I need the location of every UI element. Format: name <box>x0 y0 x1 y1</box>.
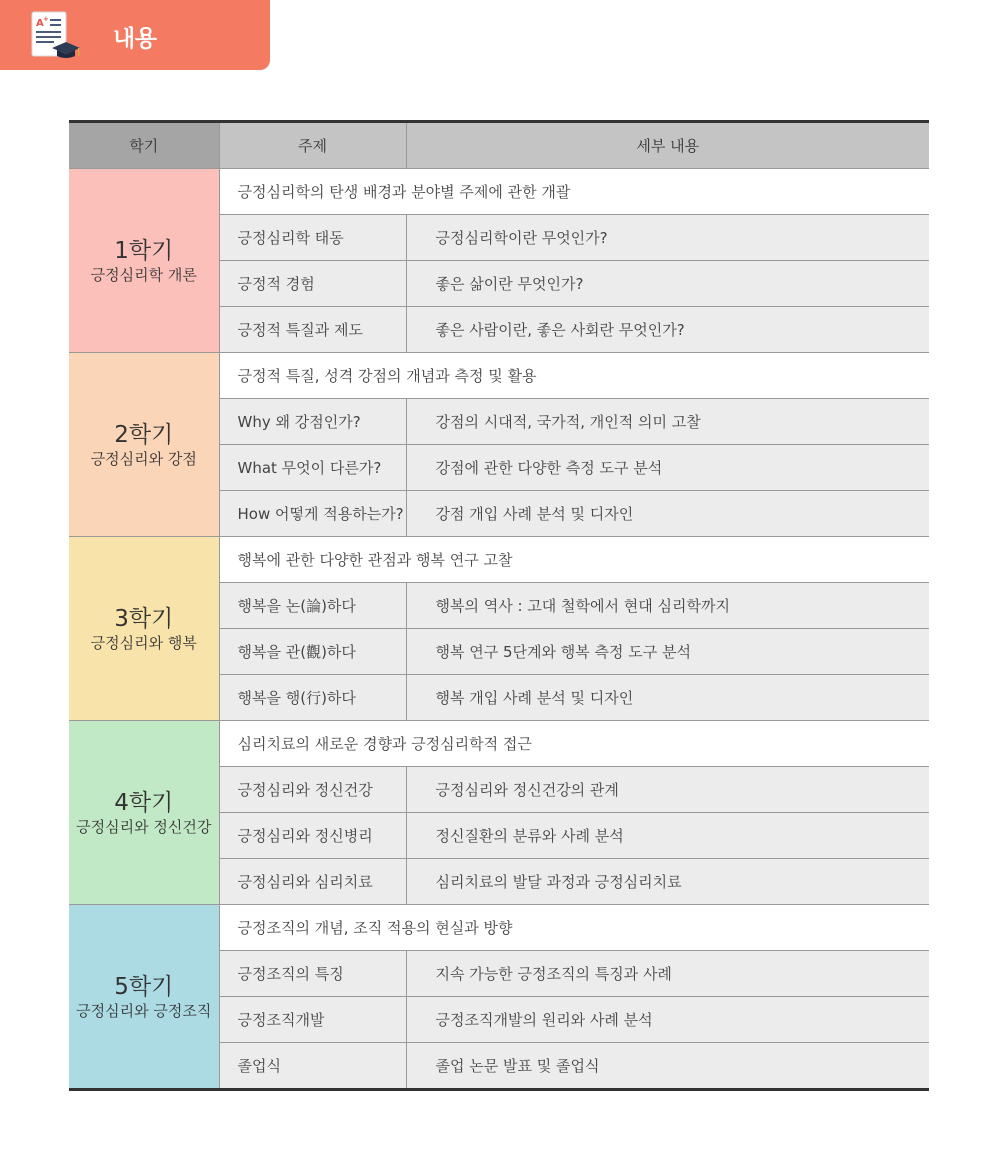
table-row <box>69 721 929 767</box>
topic-cell: 긍정적 특질과 제도 <box>219 307 406 353</box>
header-tab <box>0 0 270 70</box>
column-header-topic: 주제 <box>219 122 406 169</box>
semester-overview: 심리치료의 새로운 경향과 긍정심리학적 접근 <box>219 721 929 767</box>
topic-cell: 행복을 관(觀)하다 <box>219 629 406 675</box>
topic-cell: 긍정심리와 정신병리 <box>219 813 406 859</box>
semester-number: 5학기 <box>114 973 174 1000</box>
curriculum-table <box>69 120 929 1091</box>
detail-cell: 긍정심리와 정신건강의 관계 <box>406 767 929 813</box>
column-header-semester: 학기 <box>69 122 219 169</box>
certificate-graduation-icon <box>28 10 84 62</box>
table-header-row <box>69 122 929 169</box>
topic-cell: Why 왜 강점인가? <box>219 399 406 445</box>
table-row <box>69 353 929 399</box>
table-row <box>69 537 929 583</box>
topic-cell: 행복을 행(行)하다 <box>219 675 406 721</box>
table-row <box>69 905 929 951</box>
semester-overview: 긍정조직의 개념, 조직 적용의 현실과 방향 <box>219 905 929 951</box>
table-row <box>69 169 929 215</box>
semester-name: 긍정심리와 행복 <box>90 633 197 652</box>
detail-cell: 강점의 시대적, 국가적, 개인적 의미 고찰 <box>406 399 929 445</box>
detail-cell: 좋은 삶이란 무엇인가? <box>406 261 929 307</box>
detail-cell: 긍정심리학이란 무엇인가? <box>406 215 929 261</box>
semester-cell <box>69 905 219 1090</box>
semester-number: 3학기 <box>114 605 174 632</box>
detail-cell: 행복 개입 사례 분석 및 디자인 <box>406 675 929 721</box>
semester-name: 긍정심리와 정신건강 <box>76 817 212 836</box>
topic-cell: 긍정조직개발 <box>219 997 406 1043</box>
detail-cell: 정신질환의 분류와 사례 분석 <box>406 813 929 859</box>
topic-cell: 행복을 논(論)하다 <box>219 583 406 629</box>
detail-cell: 행복 연구 5단계와 행복 측정 도구 분석 <box>406 629 929 675</box>
semester-number: 4학기 <box>114 789 174 816</box>
topic-cell: 긍정심리와 심리치료 <box>219 859 406 905</box>
topic-cell: 졸업식 <box>219 1043 406 1090</box>
detail-cell: 긍정조직개발의 원리와 사례 분석 <box>406 997 929 1043</box>
detail-cell: 행복의 역사 : 고대 철학에서 현대 심리학까지 <box>406 583 929 629</box>
semester-cell <box>69 353 219 537</box>
semester-cell <box>69 721 219 905</box>
semester-name: 긍정심리학 개론 <box>90 265 197 284</box>
header-title: 내용 <box>113 26 157 52</box>
semester-overview: 긍정적 특질, 성격 강점의 개념과 측정 및 활용 <box>219 353 929 399</box>
detail-cell: 강점에 관한 다양한 측정 도구 분석 <box>406 445 929 491</box>
semester-cell <box>69 169 219 353</box>
semester-number: 1학기 <box>114 237 174 264</box>
topic-cell: 긍정조직의 특징 <box>219 951 406 997</box>
detail-cell: 지속 가능한 긍정조직의 특징과 사례 <box>406 951 929 997</box>
detail-cell: 졸업 논문 발표 및 졸업식 <box>406 1043 929 1090</box>
svg-text:+: + <box>43 15 49 23</box>
svg-text:A: A <box>36 18 44 29</box>
semester-name: 긍정심리와 강점 <box>90 449 197 468</box>
semester-name: 긍정심리와 긍정조직 <box>76 1001 212 1020</box>
semester-cell <box>69 537 219 721</box>
topic-cell: 긍정적 경험 <box>219 261 406 307</box>
semester-overview: 긍정심리학의 탄생 배경과 분야별 주제에 관한 개괄 <box>219 169 929 215</box>
detail-cell: 심리치료의 발달 과정과 긍정심리치료 <box>406 859 929 905</box>
topic-cell: 긍정심리학 태동 <box>219 215 406 261</box>
detail-cell: 좋은 사람이란, 좋은 사회란 무엇인가? <box>406 307 929 353</box>
semester-number: 2학기 <box>114 421 174 448</box>
semester-overview: 행복에 관한 다양한 관점과 행복 연구 고찰 <box>219 537 929 583</box>
column-header-detail: 세부 내용 <box>406 122 929 169</box>
topic-cell: How 어떻게 적용하는가? <box>219 491 406 537</box>
topic-cell: 긍정심리와 정신건강 <box>219 767 406 813</box>
detail-cell: 강점 개입 사례 분석 및 디자인 <box>406 491 929 537</box>
topic-cell: What 무엇이 다른가? <box>219 445 406 491</box>
